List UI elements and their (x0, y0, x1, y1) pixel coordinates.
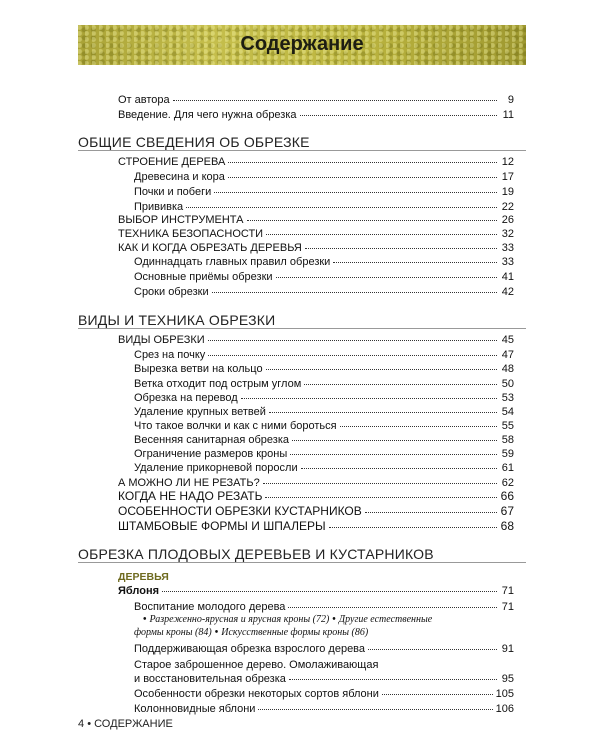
toc-label: Одиннадцать главных правил обрезки (134, 256, 331, 268)
toc-label: КАК И КОГДА ОБРЕЗАТЬ ДЕРЕВЬЯ (118, 242, 302, 254)
toc-label: Древесина и кора (134, 171, 225, 183)
section-title: ВИДЫ И ТЕХНИКА ОБРЕЗКИ (78, 312, 276, 328)
leader-dots (173, 100, 497, 101)
toc-entry[interactable] (134, 703, 514, 716)
toc-entry[interactable] (134, 420, 514, 433)
leader-dots (276, 277, 497, 278)
toc-entry[interactable] (134, 643, 514, 656)
leader-dots (265, 497, 497, 498)
toc-label: А МОЖНО ЛИ НЕ РЕЗАТЬ? (118, 477, 260, 489)
toc-entry[interactable] (134, 434, 514, 447)
page-footer (78, 718, 173, 730)
footer-label: СОДЕРЖАНИЕ (94, 718, 173, 730)
toc-entry[interactable] (134, 363, 514, 376)
toc-label: ВЫБОР ИНСТРУМЕНТА (118, 214, 244, 226)
toc-page: 68 (500, 519, 514, 533)
leader-dots (365, 512, 497, 513)
toc-page: 53 (501, 392, 514, 404)
toc-label: ШТАМБОВЫЕ ФОРМЫ И ШПАЛЕРЫ (118, 519, 326, 533)
toc-label[interactable]: Старое заброшенное дерево. Омолаживающая (134, 659, 379, 671)
leader-dots (212, 292, 497, 293)
toc-label: Удаление крупных ветвей (134, 406, 266, 418)
toc-entry[interactable] (134, 186, 514, 199)
section-divider (78, 150, 526, 151)
toc-page: 45 (501, 334, 514, 346)
toc-page: 41 (501, 271, 514, 283)
toc-label: ТЕХНИКА БЕЗОПАСНОСТИ (118, 228, 264, 240)
toc-page: 62 (501, 477, 514, 489)
toc-page: 22 (501, 201, 514, 213)
toc-label: Обрезка на перевод (134, 392, 238, 404)
leader-dots (228, 177, 497, 178)
toc-label: Поддерживающая обрезка взрослого дерева (134, 643, 366, 655)
section-divider (78, 328, 526, 329)
toc-entry[interactable] (134, 601, 514, 614)
leader-dots (288, 607, 497, 608)
toc-entry[interactable] (134, 201, 514, 214)
toc-page: 26 (501, 214, 514, 226)
toc-label: Срез на почку (134, 349, 206, 361)
toc-entry[interactable] (118, 228, 514, 241)
toc-page: 32 (501, 228, 514, 240)
toc-page: 47 (501, 349, 514, 361)
toc-entry[interactable] (134, 462, 514, 475)
toc-page: 9 (507, 94, 514, 106)
toc-entry[interactable] (118, 505, 514, 518)
leader-dots (162, 591, 497, 592)
toc-entry[interactable] (118, 242, 514, 255)
leader-dots (290, 454, 497, 455)
toc-label: Воспитание молодого дерева (134, 601, 286, 613)
toc-entry[interactable] (118, 156, 514, 169)
leader-dots (263, 483, 497, 484)
toc-label: От автора (118, 94, 170, 106)
leader-dots (333, 262, 497, 263)
toc-label: ОСОБЕННОСТИ ОБРЕЗКИ КУСТАРНИКОВ (118, 504, 362, 518)
toc-page: 59 (501, 448, 514, 460)
leader-dots (292, 440, 497, 441)
toc-label: Особенности обрезки некоторых сортов яблони (134, 688, 379, 700)
toc-entry[interactable] (134, 673, 514, 686)
toc-label: и восстановительная обрезка (134, 673, 286, 685)
form-link[interactable]: формы кроны (84) (134, 627, 212, 638)
toc-label: Ветка отходит под острым углом (134, 378, 302, 390)
toc-entry[interactable] (134, 349, 514, 362)
leader-dots (340, 426, 497, 427)
leader-dots (329, 527, 497, 528)
toc-entry[interactable] (134, 406, 514, 419)
toc-page: 55 (501, 420, 514, 432)
page-number: 4 (78, 718, 85, 730)
toc-entry[interactable] (134, 378, 514, 391)
leader-dots (186, 207, 497, 208)
leader-dots (258, 709, 492, 710)
page-title: Содержание (240, 33, 364, 55)
leader-dots (289, 679, 497, 680)
toc-label: Основные приёмы обрезки (134, 271, 273, 283)
toc-entry[interactable] (134, 688, 514, 701)
toc-page: 11 (502, 109, 514, 121)
leader-dots (208, 355, 497, 356)
toc-entry[interactable] (118, 214, 514, 227)
toc-entry[interactable] (118, 520, 514, 533)
toc-entry[interactable] (118, 94, 514, 107)
toc-page: 106 (495, 703, 514, 715)
toc-label: Введение. Для чего нужна обрезка (118, 109, 297, 121)
toc-label: Прививка (134, 201, 184, 213)
toc-label: Сроки обрезки (134, 286, 209, 298)
leader-dots (305, 248, 497, 249)
toc-page: 105 (495, 688, 514, 700)
leader-dots (247, 220, 498, 221)
form-link[interactable]: Искусственные формы кроны (86) (221, 627, 369, 638)
toc-page: 33 (501, 242, 514, 254)
toc-entry[interactable] (134, 448, 514, 461)
toc-label: Что такое волчки и как с ними бороться (134, 420, 337, 432)
form-link[interactable]: Другие естественные (338, 614, 433, 625)
toc-entry[interactable] (134, 256, 514, 269)
toc-entry[interactable] (118, 334, 514, 347)
section-title: ОБРЕЗКА ПЛОДОВЫХ ДЕРЕВЬЕВ И КУСТАРНИКОВ (78, 546, 434, 562)
crown-forms-line: • Разреженно-ярусная и ярусная кроны (72) • Другие естественные (143, 614, 433, 625)
leader-dots (266, 369, 497, 370)
toc-page: 19 (501, 186, 514, 198)
crown-forms-line: формы кроны (84) • Искусственные формы кроны (86) (134, 627, 369, 638)
toc-page: 71 (501, 585, 514, 597)
toc-page: 71 (501, 601, 514, 613)
toc-label: Ограничение размеров кроны (134, 448, 288, 460)
toc-entry[interactable] (118, 109, 514, 122)
toc-page: 48 (501, 363, 514, 375)
toc-page: 42 (501, 286, 514, 298)
toc-label: ВИДЫ ОБРЕЗКИ (118, 334, 205, 346)
leader-dots (368, 649, 497, 650)
toc-page: 33 (501, 256, 514, 268)
leader-dots (214, 192, 497, 193)
section-title: ОБЩИЕ СВЕДЕНИЯ ОБ ОБРЕЗКЕ (78, 134, 310, 150)
toc-label: Удаление прикорневой поросли (134, 462, 298, 474)
toc-label: Почки и побеги (134, 186, 212, 198)
leader-dots (241, 398, 497, 399)
toc-label: КОГДА НЕ НАДО РЕЗАТЬ (118, 489, 263, 503)
contents-banner (78, 25, 526, 65)
leader-dots (228, 162, 497, 163)
toc-page: 17 (501, 171, 514, 183)
toc-page: 61 (501, 462, 514, 474)
toc-entry[interactable] (134, 171, 514, 184)
leader-dots (382, 694, 493, 695)
toc-page: 12 (501, 156, 514, 168)
leader-dots (304, 384, 497, 385)
leader-dots (266, 234, 497, 235)
toc-page: 50 (501, 378, 514, 390)
form-link[interactable]: Разреженно-ярусная и ярусная кроны (72) (149, 614, 330, 625)
toc-entry[interactable] (134, 392, 514, 405)
toc-page: 58 (501, 434, 514, 446)
leader-dots (208, 340, 497, 341)
toc-page: 66 (500, 489, 514, 503)
toc-page: 67 (500, 504, 514, 518)
toc-page: 95 (501, 673, 514, 685)
leader-dots (300, 115, 497, 116)
toc-entry[interactable] (118, 585, 514, 598)
section-divider (78, 562, 526, 563)
toc-entry[interactable] (118, 490, 514, 503)
leader-dots (301, 468, 497, 469)
toc-entry[interactable] (134, 286, 514, 299)
toc-label: Колонновидные яблони (134, 703, 256, 715)
toc-label: Вырезка ветви на кольцо (134, 363, 263, 375)
toc-label: Весенняя санитарная обрезка (134, 434, 290, 446)
toc-page: 91 (501, 643, 514, 655)
toc-page: 54 (501, 406, 514, 418)
toc-entry[interactable] (134, 271, 514, 284)
footer-bullet: • (87, 718, 92, 730)
leader-dots (269, 412, 497, 413)
toc-label: СТРОЕНИЕ ДЕРЕВА (118, 156, 226, 168)
subsection-heading: ДЕРЕВЬЯ (118, 571, 169, 583)
toc-label: Яблоня (118, 585, 160, 597)
